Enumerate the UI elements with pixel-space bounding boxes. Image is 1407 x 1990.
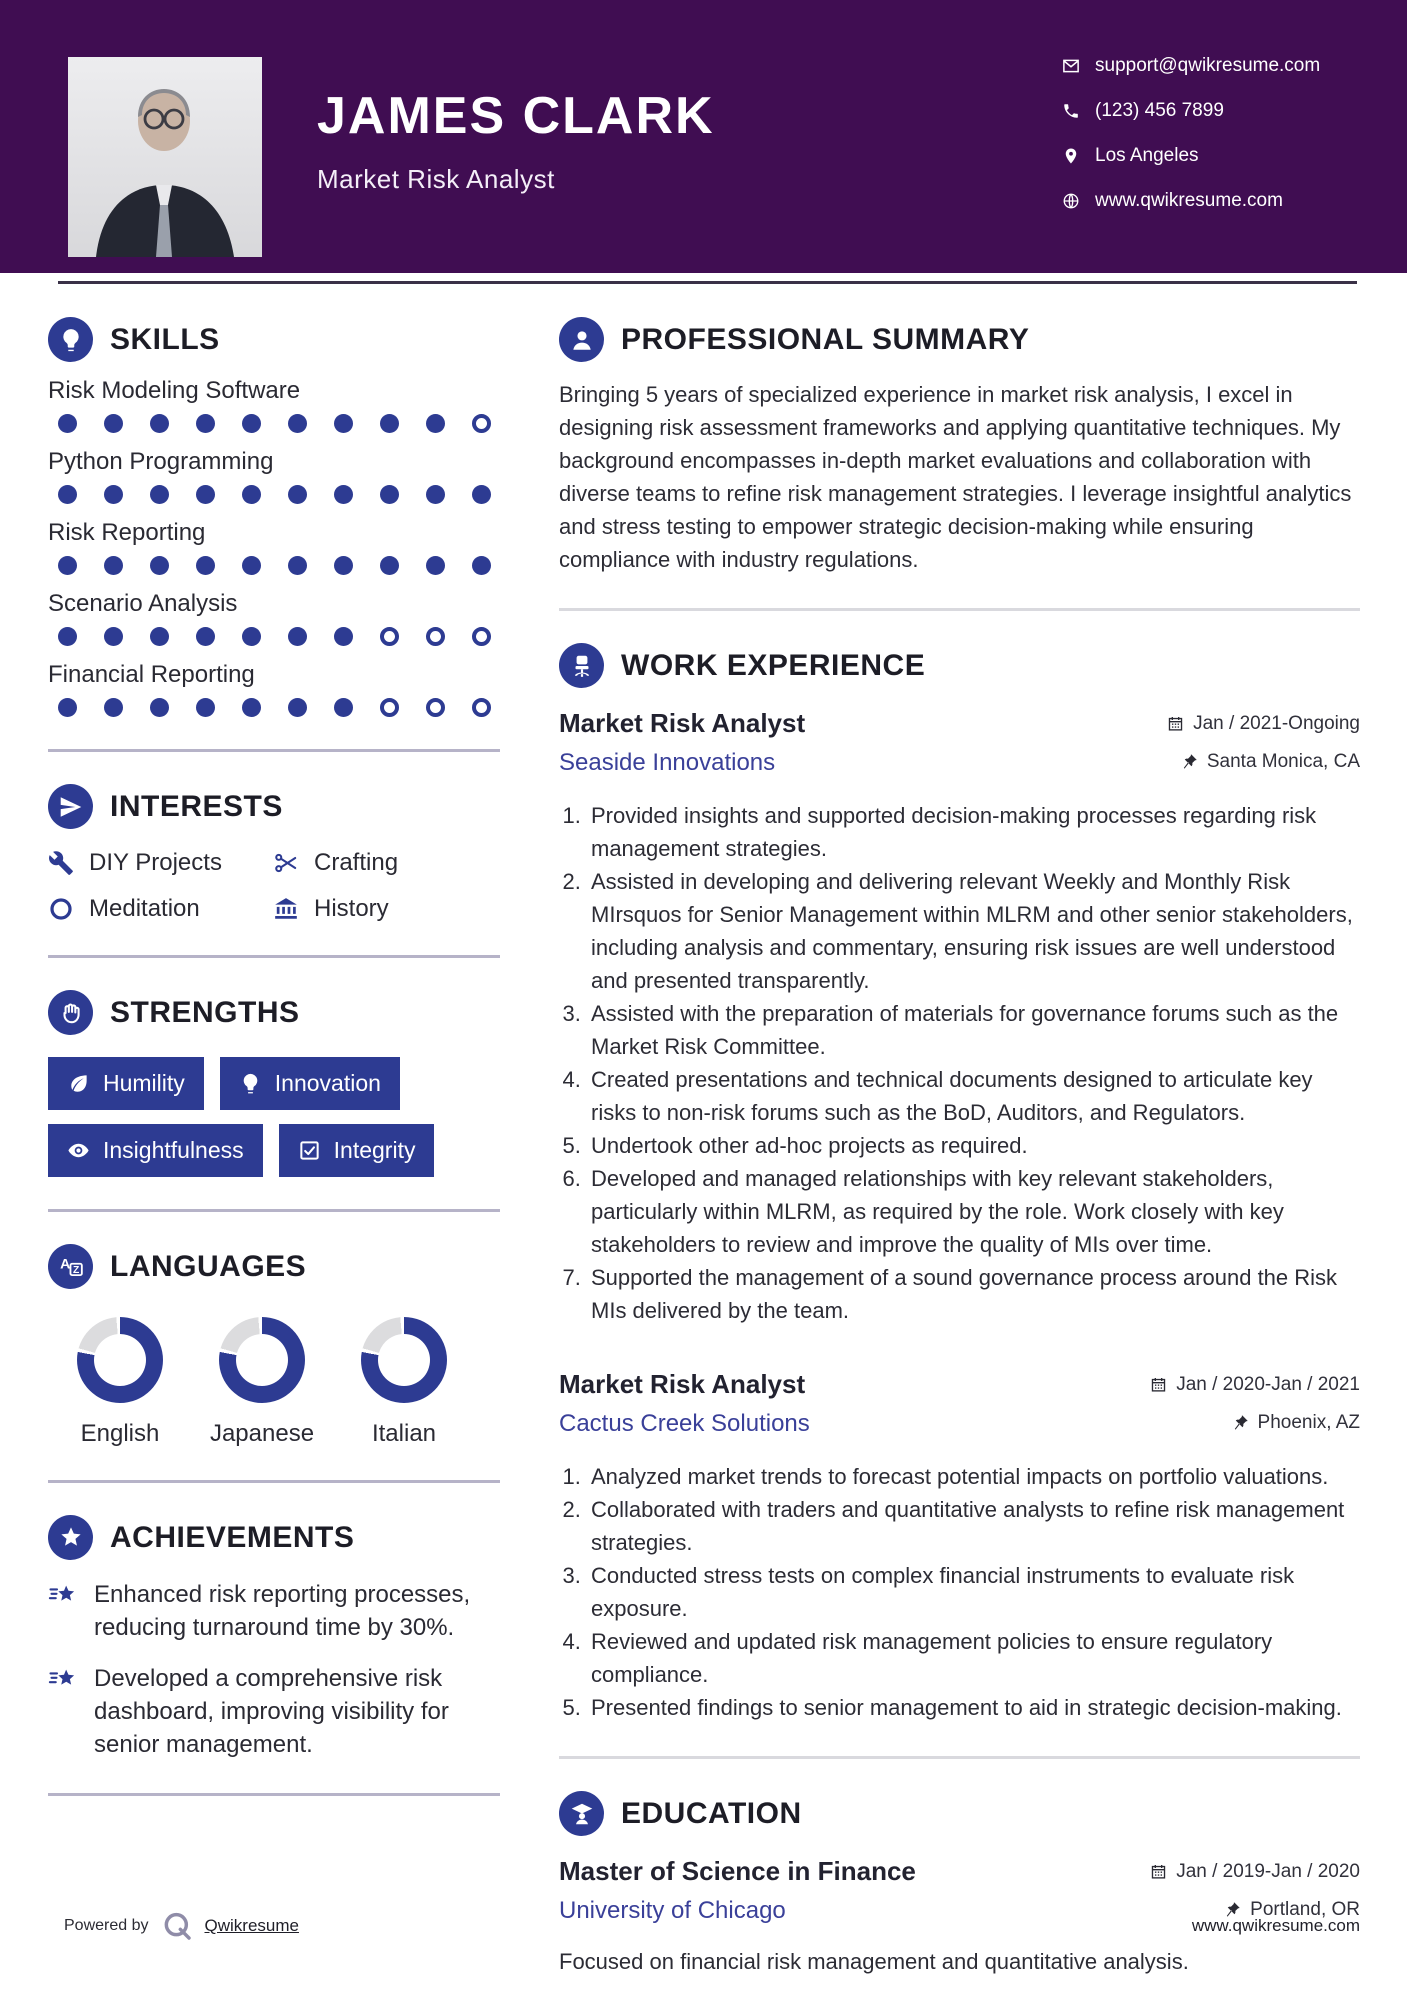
rating-dot-filled [58,485,77,504]
language-donut-chart [219,1317,305,1403]
contact-item[interactable] [1062,190,1320,212]
rating-dot-filled [150,698,169,717]
skill-rating [58,414,500,433]
contact-item[interactable] [1062,145,1320,167]
pushpin-icon [1232,1414,1249,1431]
job-header-row [559,708,1360,739]
shooting-star-icon [48,1664,78,1694]
rating-dot-filled [242,698,261,717]
skill-name: Python Programming [48,448,274,475]
rating-dot-filled [104,627,123,646]
rating-dot-empty [472,414,491,433]
languages-list [48,1317,500,1448]
job-date-text: Jan / 2021-Ongoing [1193,712,1360,734]
job-point: 4. Reviewed and updated risk management policies to ensure regulatory compliance. [587,1625,1360,1691]
rating-dot-filled [150,485,169,504]
rating-dot-filled [196,414,215,433]
rating-dot-filled [242,556,261,575]
circle-icon [48,896,74,922]
language-label: English [80,1420,160,1447]
contact-text: support@qwikresume.com [1095,55,1321,76]
rating-dot-filled [104,698,123,717]
shooting-star-icon [48,1580,78,1610]
rating-dot-empty [472,698,491,717]
skills-list [48,377,500,717]
rating-dot-filled [196,627,215,646]
work-header [559,643,1360,688]
rating-dot-filled [334,627,353,646]
interests-title: INTERESTS [110,789,283,823]
interest-item [48,849,273,877]
skill-item [48,448,500,504]
summary-section [559,317,1360,576]
interest-label: DIY Projects [89,849,222,876]
education-title: EDUCATION [621,1796,802,1830]
education-section [559,1791,1360,1978]
skill-name: Risk Modeling Software [48,377,301,404]
right-divider [559,1756,1360,1759]
job-point: 2. Collaborated with traders and quantitative analysts to refine risk management strategies. [587,1493,1360,1559]
interest-label: Meditation [89,895,200,922]
job-location-text: Santa Monica, CA [1206,750,1360,772]
strengths-header [48,990,500,1035]
interests-header [48,784,500,829]
qwikresume-link[interactable]: Qwikresume [204,1916,299,1935]
rating-dot-filled [196,485,215,504]
interest-item [48,895,273,923]
rating-dot-filled [472,556,491,575]
strength-label: Integrity [333,1137,416,1163]
education-location-text: Portland, OR [1250,1898,1360,1920]
job-role: Market Risk Analyst [559,708,806,738]
achievement-text: Enhanced risk reporting processes, reducing turnaround time by 30%. [94,1581,471,1641]
rating-dot-filled [58,414,77,433]
location-icon [1062,147,1080,165]
footer-brand-group [64,1910,299,1942]
rating-dot-filled [426,556,445,575]
achievements-section [48,1515,500,1761]
rating-dot-filled [334,698,353,717]
person-job-title: Market Risk Analyst [317,164,555,194]
strengths-section [48,990,500,1177]
school-name: University of Chicago [559,1897,786,1924]
job-date-text: Jan / 2020-Jan / 2021 [1176,1373,1360,1395]
right-column [559,317,1360,1990]
job-location [1232,1412,1360,1434]
job-entry [559,708,1360,1327]
profile-photo [68,57,262,257]
job-location-text: Phoenix, AZ [1257,1411,1360,1433]
right-divider [559,608,1360,611]
globe-icon [1062,192,1080,210]
interest-label: History [314,895,389,922]
language-item [344,1317,464,1448]
education-date-text: Jan / 2019-Jan / 2020 [1176,1860,1360,1882]
contact-item[interactable] [1062,100,1320,122]
skill-name: Scenario Analysis [48,590,238,617]
languages-header [48,1244,500,1289]
achievement-text: Developed a comprehensive risk dashboard, improving visibility for senior management. [94,1665,449,1758]
achievement-item [48,1662,500,1761]
scissors-icon [273,850,299,876]
left-divider [48,1480,500,1483]
rating-dot-empty [380,627,399,646]
interest-item [273,849,500,877]
calendar-icon [1150,1863,1167,1880]
eye-icon [67,1139,90,1162]
interests-section [48,784,500,923]
rating-dot-filled [334,414,353,433]
wrench-icon [48,850,74,876]
phone-icon [1062,102,1080,120]
left-divider [48,955,500,958]
language-item [60,1317,180,1448]
job-point: 4. Created presentations and technical documents designed to articulate key risks to non-risk forums such as the BoD, Auditors, and Regulators. [587,1063,1360,1129]
summary-title: PROFESSIONAL SUMMARY [621,322,1030,356]
language-label: Japanese [209,1420,315,1447]
rating-dot-empty [426,627,445,646]
job-date [1150,1374,1360,1396]
graduate-icon [559,1791,604,1836]
skill-name: Risk Reporting [48,519,206,546]
skills-section [48,317,500,717]
footer [0,1910,1407,1942]
job-point: 6. Developed and managed relationships with key relevant stakeholders, particularly within MLRM, as required by the role. Work closely with key stakeholders to review and improve the quality of MIs over time. [587,1162,1360,1261]
strength-badge [48,1057,204,1110]
education-date [1150,1861,1360,1883]
fist-icon [48,990,93,1035]
interest-label: Crafting [314,849,399,876]
left-divider [48,1209,500,1212]
degree-name: Master of Science in Finance [559,1856,916,1886]
left-column [48,317,500,1828]
job-points [559,799,1360,1327]
bank-icon [273,896,299,922]
check-square-icon [298,1139,321,1162]
job-point: 7. Supported the management of a sound governance process around the Risk MIs delivered by the team. [587,1261,1360,1327]
skills-title: SKILLS [110,322,220,356]
education-header [559,1791,1360,1836]
skills-header [48,317,500,362]
summary-text: Bringing 5 years of specialized experience in market risk analysis, I excel in designing risk assessment frameworks and applying quantitative techniques. My background encompasses in-depth market evaluations and collaboration with diverse teams to refine risk management strategies. I leverage insightful analytics and stress testing to empower strategic decision-making while ensuring compliance with industry regulations. [559,382,1352,572]
contact-list [1062,55,1320,212]
rating-dot-empty [472,627,491,646]
strength-badge [279,1124,435,1177]
education-note: Focused on financial risk management and quantitative analysis. [559,1949,1189,1974]
job-point: 2. Assisted in developing and delivering relevant Weekly and Monthly Risk MIrsquos for Senior Management within MLRM and other senior stakeholders, including analysis and commentary, ensuring risk issues are well understood and presented transparently. [587,865,1360,997]
achievement-item [48,1578,500,1644]
job-points [559,1460,1360,1724]
rating-dot-filled [150,556,169,575]
rating-dot-filled [288,485,307,504]
strengths-list [48,1057,500,1177]
skill-rating [58,627,500,646]
strength-label: Insightfulness [103,1137,244,1163]
rating-dot-filled [288,698,307,717]
language-donut-chart [361,1317,447,1403]
qwikresume-logo-icon [161,1910,193,1942]
rating-dot-filled [242,627,261,646]
job-header-row [559,1369,1360,1400]
work-section [559,643,1360,1724]
rating-dot-filled [288,414,307,433]
interests-list [48,849,500,923]
pushpin-icon [1181,753,1198,770]
profile-photo-image [68,57,262,257]
rating-dot-filled [426,485,445,504]
skill-item [48,519,500,575]
translate-icon [48,1244,93,1289]
languages-section [48,1244,500,1448]
rating-dot-filled [380,556,399,575]
languages-title: LANGUAGES [110,1249,307,1283]
rating-dot-empty [380,698,399,717]
job-point: 5. Undertook other ad-hoc projects as required. [587,1129,1360,1162]
leaf-icon [67,1072,90,1095]
rating-dot-filled [288,556,307,575]
achievements-header [48,1515,500,1560]
rating-dot-empty [426,698,445,717]
rating-dot-filled [58,698,77,717]
person-name: JAMES CLARK [317,87,715,145]
contact-text: www.qwikresume.com [1095,190,1283,211]
bulb-icon [239,1072,262,1095]
rating-dot-filled [334,556,353,575]
chair-icon [559,643,604,688]
job-role: Market Risk Analyst [559,1369,806,1399]
content-columns [0,273,1407,1990]
skill-name: Financial Reporting [48,661,255,688]
skill-item [48,661,500,717]
left-divider [48,749,500,752]
work-title: WORK EXPERIENCE [621,648,926,682]
header-divider [58,281,1357,284]
footer-website-link[interactable]: www.qwikresume.com [1191,1916,1360,1935]
contact-item[interactable] [1062,55,1320,77]
star-circle-icon [48,1515,93,1560]
rating-dot-filled [380,485,399,504]
left-divider [48,1793,500,1796]
rating-dot-filled [150,414,169,433]
strengths-title: STRENGTHS [110,995,300,1029]
rating-dot-filled [150,627,169,646]
svg-text:A: A [59,1255,70,1272]
job-point: 1. Provided insights and supported decision-making processes regarding risk management strategies. [587,799,1360,865]
rating-dot-filled [242,485,261,504]
skill-item [48,377,500,433]
company-name: Seaside Innovations [559,749,776,776]
jobs-list [559,708,1360,1724]
job-subheader-row [559,1410,1360,1438]
strength-badge [220,1057,400,1110]
summary-header [559,317,1360,362]
rating-dot-filled [58,556,77,575]
language-item [202,1317,322,1448]
job-point: 3. Assisted with the preparation of materials for governance forums such as the Market Risk Committee. [587,997,1360,1063]
identity-block [317,86,715,195]
rating-dot-filled [242,414,261,433]
skill-rating [58,556,500,575]
job-point: 5. Presented findings to senior management to aid in strategic decision-making. [587,1691,1360,1724]
rating-dot-filled [196,556,215,575]
rating-dot-filled [334,485,353,504]
email-icon [1062,57,1080,75]
powered-by-label: Powered by [64,1917,149,1934]
achievements-title: ACHIEVEMENTS [110,1520,355,1554]
rating-dot-filled [426,414,445,433]
bulb-icon [48,317,93,362]
rating-dot-filled [104,485,123,504]
rating-dot-filled [472,485,491,504]
rating-dot-filled [196,698,215,717]
svg-text:Z: Z [72,1264,79,1276]
strength-badge [48,1124,263,1177]
rating-dot-filled [104,414,123,433]
rating-dot-filled [380,414,399,433]
skill-rating [58,485,500,504]
language-label: Italian [371,1420,437,1447]
calendar-icon [1167,715,1184,732]
job-date [1167,713,1360,735]
strength-label: Innovation [274,1070,381,1096]
header-band [0,0,1407,273]
contact-text: Los Angeles [1095,145,1199,166]
job-point: 1. Analyzed market trends to forecast potential impacts on portfolio valuations. [587,1460,1360,1493]
job-subheader-row [559,749,1360,777]
skill-item [48,590,500,646]
rating-dot-filled [104,556,123,575]
skill-rating [58,698,500,717]
language-donut-chart [77,1317,163,1403]
rating-dot-filled [288,627,307,646]
person-icon [559,317,604,362]
company-name: Cactus Creek Solutions [559,1410,810,1437]
interest-item [273,895,500,923]
paper-plane-icon [48,784,93,829]
contact-text: (123) 456 7899 [1095,100,1224,121]
achievements-list [48,1578,500,1761]
rating-dot-filled [58,627,77,646]
strength-label: Humility [103,1070,185,1096]
job-location [1181,751,1360,773]
job-entry [559,1369,1360,1724]
job-point: 3. Conducted stress tests on complex financial instruments to evaluate risk exposure. [587,1559,1360,1625]
calendar-icon [1150,1376,1167,1393]
